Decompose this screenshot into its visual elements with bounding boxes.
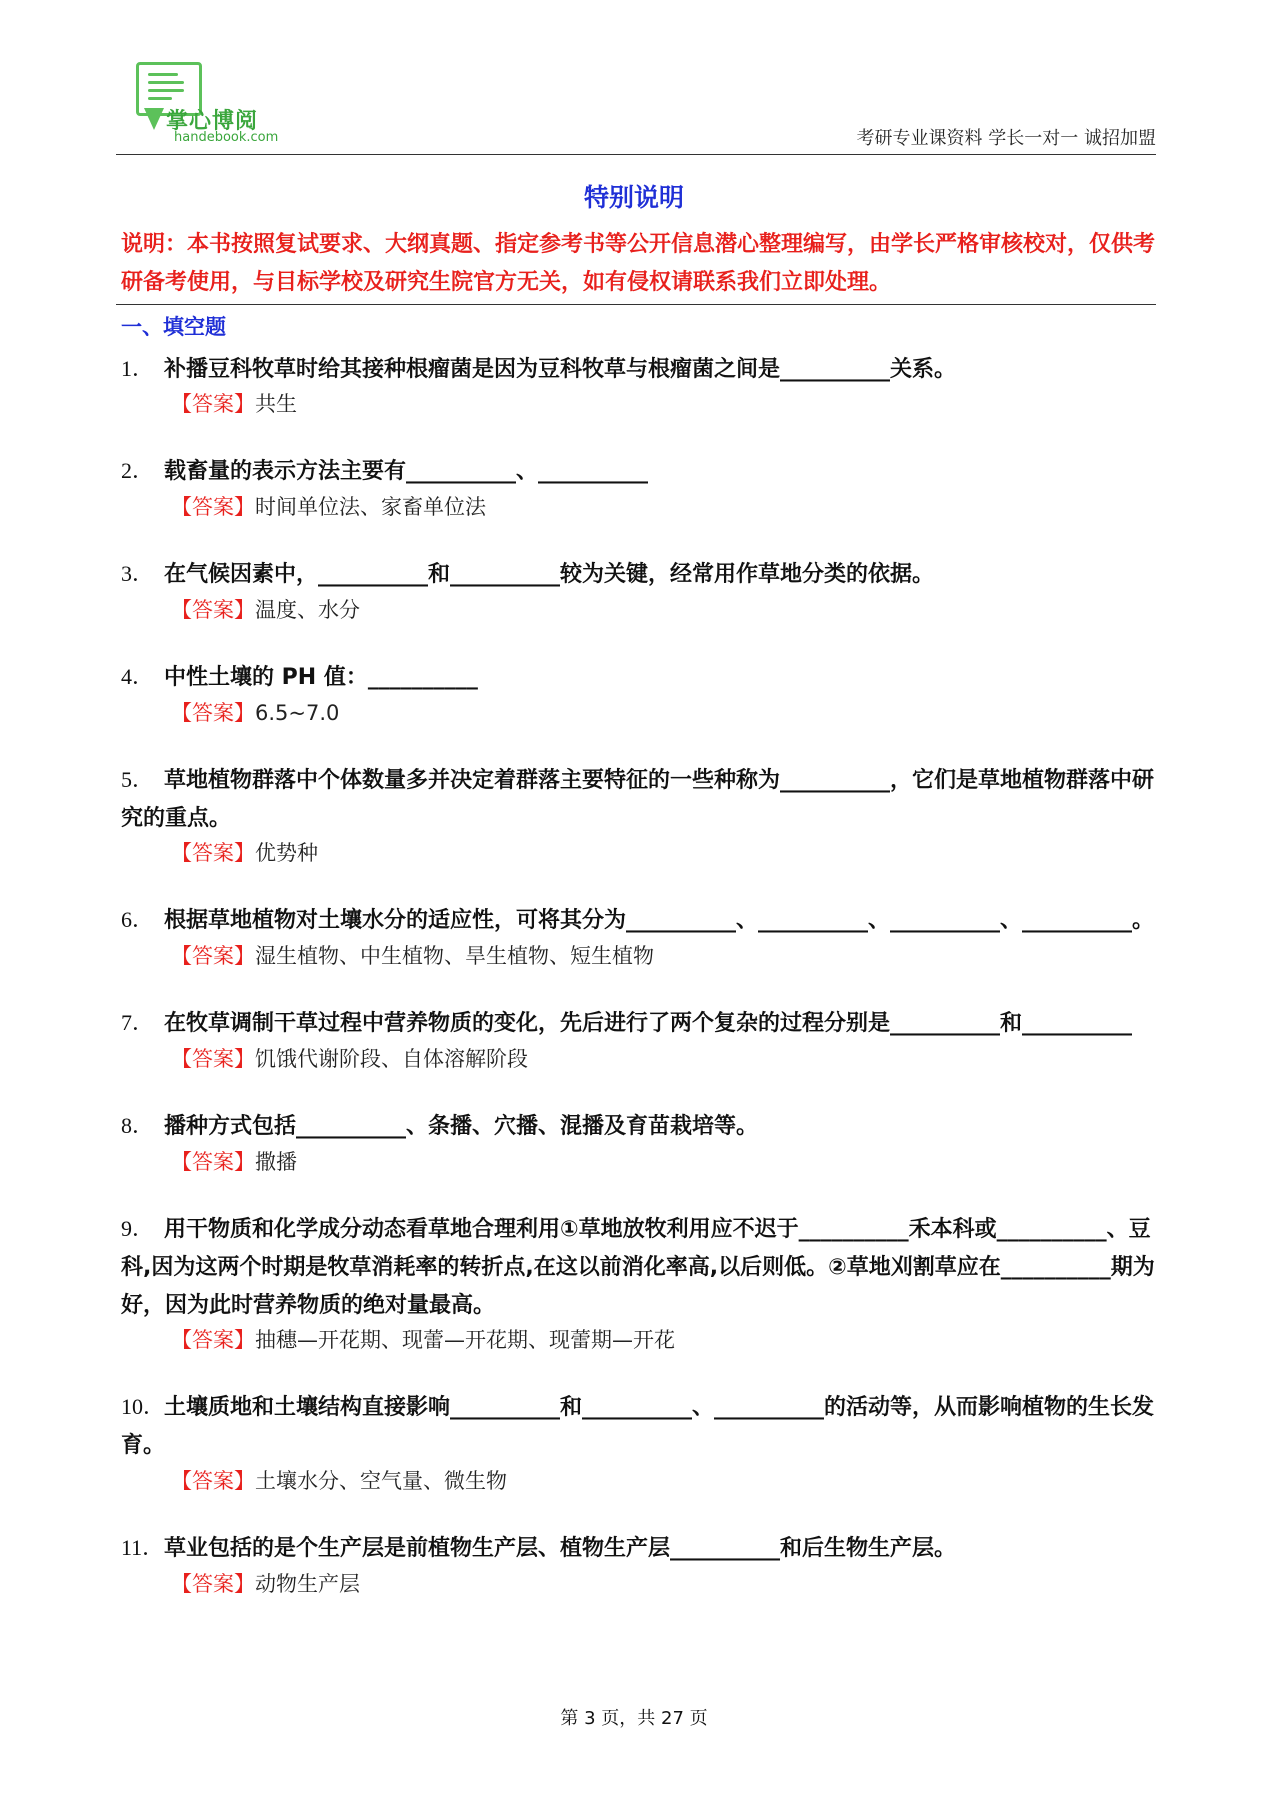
answer-7 [171, 1043, 528, 1073]
question-number: 9． [121, 1216, 155, 1241]
logo-url: handebook.com [174, 130, 279, 145]
answer-tag: 【答案】 [171, 1572, 255, 1596]
answer-8 [171, 1146, 297, 1176]
answer-tag: 【答案】 [171, 944, 255, 968]
question-10 [121, 1388, 1156, 1465]
question-8 [121, 1107, 1156, 1146]
answer-tag: 【答案】 [171, 495, 255, 519]
question-text: 在气候因素中，__________和__________较为关键，经常用作草地分类的依据。 [164, 562, 935, 587]
answer-5 [171, 837, 318, 867]
section-title: 一、填空题 [121, 315, 226, 339]
answer-text: 温度、水分 [255, 598, 360, 622]
question-number: 1． [121, 356, 155, 381]
question-number: 4． [121, 664, 155, 689]
question-text: 在牧草调制干草过程中营养物质的变化，先后进行了两个复杂的过程分别是__________和__________ [164, 1011, 1133, 1036]
question-11 [121, 1529, 1156, 1568]
answer-text: 时间单位法、家畜单位法 [255, 495, 486, 519]
header-slogan: 考研专业课资料 学长一对一 诚招加盟 [856, 128, 1156, 149]
question-number: 5． [121, 767, 155, 792]
answer-3 [171, 594, 360, 624]
notice-divider [116, 304, 1156, 305]
logo-name: 掌心博阅 [166, 109, 259, 134]
answer-tag: 【答案】 [171, 1150, 255, 1174]
notice-text: 说明：本书按照复试要求、大纲真题、指定参考书等公开信息潜心整理编写，由学长严格审核校对，仅供考研备考使用，与目标学校及研究生院官方无关，如有侵权请联系我们立即处理。 [121, 232, 1156, 295]
answer-text: 优势种 [255, 841, 318, 865]
answer-text: 土壤水分、空气量、微生物 [255, 1469, 507, 1493]
question-1 [121, 350, 1156, 389]
answer-text: 湿生植物、中生植物、旱生植物、短生植物 [255, 944, 654, 968]
answer-6 [171, 940, 654, 970]
answer-9 [171, 1324, 675, 1354]
question-number: 6． [121, 907, 155, 932]
question-9 [121, 1210, 1156, 1325]
question-number: 2． [121, 458, 155, 483]
question-6 [121, 901, 1156, 940]
question-3 [121, 555, 1156, 594]
answer-tag: 【答案】 [171, 1469, 255, 1493]
answer-1 [171, 388, 297, 418]
answer-text: 撒播 [255, 1150, 297, 1174]
brand-logo [136, 60, 286, 146]
answer-tag: 【答案】 [171, 392, 255, 416]
page-footer: 第 3 页，共 27 页 [560, 1708, 708, 1729]
answer-11 [171, 1568, 360, 1598]
question-text: 草业包括的是个生产层是前植物生产层、植物生产层__________和后生物生产层。 [164, 1536, 957, 1561]
answer-tag: 【答案】 [171, 1047, 255, 1071]
question-number: 10． [121, 1394, 166, 1419]
answer-4 [171, 697, 339, 727]
answer-tag: 【答案】 [171, 841, 255, 865]
question-text: 播种方式包括__________、条播、穴播、混播及育苗栽培等。 [164, 1114, 759, 1139]
answer-text: 6.5~7.0 [255, 701, 340, 725]
question-number: 7． [121, 1010, 155, 1035]
question-number: 11． [121, 1535, 165, 1560]
question-text: 补播豆科牧草时给其接种根瘤菌是因为豆科牧草与根瘤菌之间是__________关系。 [164, 357, 957, 382]
question-number: 3． [121, 561, 155, 586]
page-title: 特别说明 [583, 183, 684, 212]
answer-text: 抽穗—开花期、现蕾—开花期、现蕾期—开花 [255, 1328, 675, 1352]
question-7 [121, 1004, 1156, 1043]
answer-tag: 【答案】 [171, 701, 255, 725]
question-text: 用干物质和化学成分动态看草地合理利用①草地放牧利用应不迟于__________禾本科或__________、豆科,因为这两个时期是牧草消耗率的转折点,在这以前消化率高,以后则低。②草地刈割草应在__________期为好，因为此时营养物质的绝对量最高。 [121, 1217, 1155, 1318]
question-text: 载畜量的表示方法主要有__________、__________ [164, 459, 649, 484]
question-number: 8． [121, 1113, 155, 1138]
answer-tag: 【答案】 [171, 1328, 255, 1352]
question-text: 土壤质地和土壤结构直接影响__________和__________、__________的活动等，从而影响植物的生长发育。 [121, 1395, 1155, 1458]
question-2 [121, 452, 1156, 491]
question-4 [121, 658, 1156, 697]
answer-text: 动物生产层 [255, 1572, 360, 1596]
question-5 [121, 761, 1156, 838]
answer-10 [171, 1465, 507, 1495]
answer-text: 饥饿代谢阶段、自体溶解阶段 [255, 1047, 528, 1071]
question-text: 根据草地植物对土壤水分的适应性，可将其分为__________、__________、__________、__________。 [164, 908, 1155, 933]
answer-text: 共生 [255, 392, 297, 416]
answer-tag: 【答案】 [171, 598, 255, 622]
question-text: 中性土壤的 PH 值：__________ [164, 665, 478, 690]
question-text: 草地植物群落中个体数量多并决定着群落主要特征的一些种称为__________，它们是草地植物群落中研究的重点。 [121, 768, 1155, 831]
header-divider [116, 154, 1156, 155]
answer-2 [171, 491, 486, 521]
